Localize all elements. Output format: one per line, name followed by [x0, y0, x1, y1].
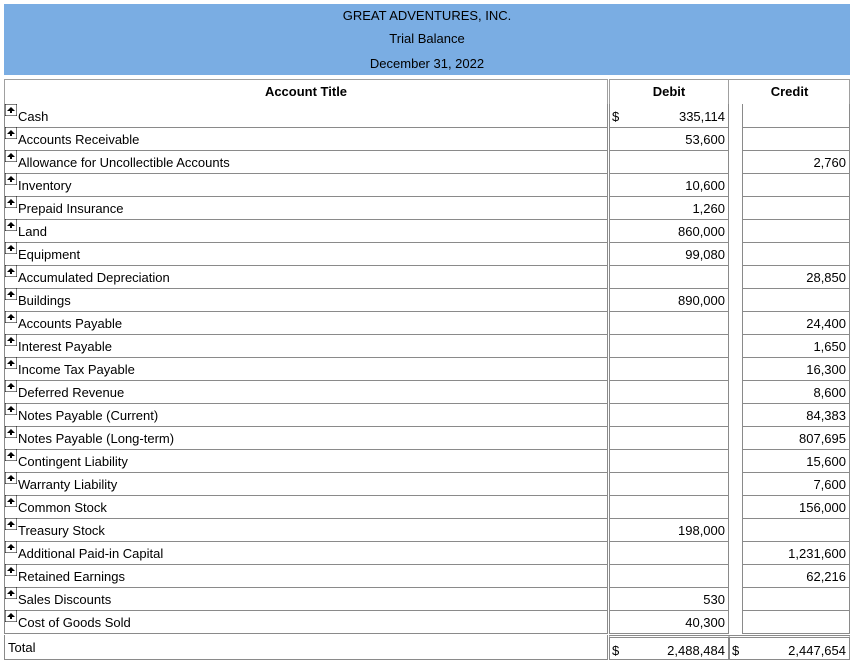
account-title: Cash — [18, 109, 49, 124]
dropdown-arrow-icon[interactable] — [5, 610, 17, 622]
account-cell[interactable] — [4, 426, 608, 450]
account-title: Land — [18, 224, 47, 239]
debit-cell[interactable] — [609, 104, 729, 128]
credit-cell[interactable] — [742, 173, 850, 197]
account-cell[interactable] — [4, 104, 608, 128]
account-cell[interactable] — [4, 150, 608, 174]
credit-cell[interactable] — [742, 495, 850, 519]
debit-cell[interactable] — [609, 127, 729, 151]
credit-cell[interactable] — [742, 564, 850, 588]
account-cell[interactable] — [4, 495, 608, 519]
dropdown-arrow-icon[interactable] — [5, 449, 17, 461]
dropdown-arrow-icon[interactable] — [5, 104, 17, 116]
account-cell[interactable] — [4, 518, 608, 542]
table-row — [0, 472, 861, 495]
table-row — [0, 518, 861, 541]
debit-cell[interactable] — [609, 403, 729, 427]
debit-cell[interactable] — [609, 472, 729, 496]
account-cell[interactable] — [4, 242, 608, 266]
account-cell[interactable] — [4, 173, 608, 197]
dropdown-arrow-icon[interactable] — [5, 426, 17, 438]
table-row — [0, 173, 861, 196]
account-title: Additional Paid-in Capital — [18, 546, 164, 561]
debit-amount: 530 — [703, 592, 725, 607]
credit-cell[interactable] — [742, 403, 850, 427]
dropdown-arrow-icon[interactable] — [5, 265, 17, 277]
debit-cell[interactable] — [609, 242, 729, 266]
debit-cell[interactable] — [609, 380, 729, 404]
dropdown-arrow-icon[interactable] — [5, 587, 17, 599]
debit-cell[interactable] — [609, 173, 729, 197]
table-row — [0, 311, 861, 334]
credit-amount: 8,600 — [813, 385, 846, 400]
debit-cell[interactable] — [609, 334, 729, 358]
table-row — [0, 610, 861, 633]
credit-cell[interactable] — [742, 472, 850, 496]
table-row — [0, 541, 861, 564]
account-title: Prepaid Insurance — [18, 201, 124, 216]
debit-cell[interactable] — [609, 518, 729, 542]
total-credit: 2,447,654 — [788, 643, 846, 658]
dropdown-arrow-icon[interactable] — [5, 564, 17, 576]
account-cell[interactable] — [4, 334, 608, 358]
account-cell[interactable] — [4, 541, 608, 565]
account-cell[interactable] — [4, 403, 608, 427]
credit-cell[interactable] — [742, 219, 850, 243]
debit-cell[interactable] — [609, 288, 729, 312]
account-title-header: Account Title — [264, 84, 348, 99]
account-title: Interest Payable — [18, 339, 112, 354]
credit-amount: 15,600 — [806, 454, 846, 469]
account-title: Treasury Stock — [18, 523, 105, 538]
debit-amount: 860,000 — [678, 224, 725, 239]
credit-amount: 1,650 — [813, 339, 846, 354]
total-label-cell — [4, 635, 608, 660]
account-title: Buildings — [18, 293, 71, 308]
debit-amount: 335,114 — [678, 109, 725, 124]
debit-amount: 198,000 — [678, 523, 725, 538]
account-cell[interactable] — [4, 357, 608, 381]
credit-amount: 807,695 — [799, 431, 846, 446]
total-credit-currency: $ — [732, 643, 740, 658]
credit-cell[interactable] — [742, 311, 850, 335]
debit-cell[interactable] — [609, 196, 729, 220]
credit-cell[interactable] — [742, 127, 850, 151]
credit-amount: 16,300 — [806, 362, 846, 377]
table-row — [0, 403, 861, 426]
table-row — [0, 495, 861, 518]
debit-cell[interactable] — [609, 610, 729, 634]
account-title: Notes Payable (Current) — [18, 408, 159, 423]
dropdown-arrow-icon[interactable] — [5, 518, 17, 530]
dropdown-arrow-icon[interactable] — [5, 242, 17, 254]
account-title: Sales Discounts — [18, 592, 112, 607]
account-cell[interactable] — [4, 265, 608, 289]
debit-cell[interactable] — [609, 311, 729, 335]
account-title: Common Stock — [18, 500, 107, 515]
account-cell[interactable] — [4, 219, 608, 243]
credit-cell[interactable] — [742, 380, 850, 404]
total-label: Total — [8, 640, 36, 655]
debit-cell[interactable] — [609, 541, 729, 565]
debit-header: Debit — [652, 84, 686, 99]
table-row — [0, 587, 861, 610]
account-title: Deferred Revenue — [18, 385, 125, 400]
account-title: Equipment — [18, 247, 81, 262]
account-title: Retained Earnings — [18, 569, 125, 584]
credit-cell[interactable] — [742, 104, 850, 128]
dropdown-arrow-icon[interactable] — [5, 380, 17, 392]
debit-cell[interactable] — [609, 495, 729, 519]
account-cell[interactable] — [4, 449, 608, 473]
account-title: Inventory — [18, 178, 72, 193]
total-debit: 2,488,484 — [667, 643, 725, 658]
dropdown-arrow-icon[interactable] — [5, 357, 17, 369]
debit-amount: 53,600 — [685, 132, 725, 147]
total-credit-cell — [729, 635, 850, 660]
table-row — [0, 265, 861, 288]
table-row — [0, 242, 861, 265]
credit-cell[interactable] — [742, 587, 850, 611]
account-cell[interactable] — [4, 472, 608, 496]
dropdown-arrow-icon[interactable] — [5, 495, 17, 507]
debit-amount: 10,600 — [685, 178, 725, 193]
debit-amount: 40,300 — [685, 615, 725, 630]
table-row — [0, 150, 861, 173]
credit-cell[interactable] — [742, 541, 850, 565]
credit-amount: 1,231,600 — [788, 546, 846, 561]
dropdown-arrow-icon[interactable] — [5, 173, 17, 185]
account-cell[interactable] — [4, 196, 608, 220]
account-title: Accounts Receivable — [18, 132, 140, 147]
credit-amount: 28,850 — [806, 270, 846, 285]
credit-cell[interactable] — [742, 357, 850, 381]
dropdown-arrow-icon[interactable] — [5, 472, 17, 484]
credit-cell[interactable] — [742, 610, 850, 634]
account-title: Income Tax Payable — [18, 362, 135, 377]
credit-header: Credit — [770, 84, 809, 99]
credit-cell[interactable] — [742, 288, 850, 312]
credit-cell[interactable] — [742, 518, 850, 542]
statement-date: December 31, 2022 — [369, 56, 485, 71]
account-title: Allowance for Uncollectible Accounts — [18, 155, 230, 170]
credit-amount: 7,600 — [813, 477, 846, 492]
credit-cell[interactable] — [742, 426, 850, 450]
account-cell[interactable] — [4, 311, 608, 335]
account-cell[interactable] — [4, 610, 608, 634]
table-row — [0, 219, 861, 242]
account-title: Accumulated Depreciation — [18, 270, 170, 285]
dropdown-arrow-icon[interactable] — [5, 219, 17, 231]
table-row — [0, 334, 861, 357]
account-cell[interactable] — [4, 127, 608, 151]
dropdown-arrow-icon[interactable] — [5, 288, 17, 300]
dropdown-arrow-icon[interactable] — [5, 403, 17, 415]
account-title: Accounts Payable — [18, 316, 123, 331]
statement-title: Trial Balance — [389, 31, 465, 46]
debit-cell[interactable] — [609, 219, 729, 243]
table-row — [0, 426, 861, 449]
credit-cell[interactable] — [742, 150, 850, 174]
credit-amount: 24,400 — [806, 316, 846, 331]
total-row — [0, 635, 861, 658]
credit-cell[interactable] — [742, 334, 850, 358]
statement-header — [4, 4, 850, 75]
credit-cell[interactable] — [742, 242, 850, 266]
table-row — [0, 196, 861, 219]
account-title: Warranty Liability — [18, 477, 118, 492]
credit-amount: 62,216 — [806, 569, 846, 584]
company-name: GREAT ADVENTURES, INC. — [342, 8, 512, 23]
debit-currency: $ — [612, 109, 620, 124]
credit-cell[interactable] — [742, 196, 850, 220]
account-title: Notes Payable (Long-term) — [18, 431, 175, 446]
credit-amount: 84,383 — [806, 408, 846, 423]
dropdown-arrow-icon[interactable] — [5, 311, 17, 323]
dropdown-arrow-icon[interactable] — [5, 150, 17, 162]
credit-cell[interactable] — [742, 449, 850, 473]
account-title: Cost of Goods Sold — [18, 615, 131, 630]
table-row — [0, 449, 861, 472]
credit-amount: 156,000 — [799, 500, 846, 515]
credit-cell[interactable] — [742, 265, 850, 289]
account-cell[interactable] — [4, 288, 608, 312]
debit-cell[interactable] — [609, 564, 729, 588]
table-row — [0, 104, 861, 127]
debit-cell[interactable] — [609, 150, 729, 174]
debit-cell[interactable] — [609, 587, 729, 611]
dropdown-arrow-icon[interactable] — [5, 334, 17, 346]
table-row — [0, 357, 861, 380]
account-cell[interactable] — [4, 564, 608, 588]
debit-amount: 99,080 — [685, 247, 725, 262]
dropdown-arrow-icon[interactable] — [5, 541, 17, 553]
table-row — [0, 564, 861, 587]
table-row — [0, 127, 861, 150]
account-cell[interactable] — [4, 587, 608, 611]
debit-cell[interactable] — [609, 357, 729, 381]
debit-cell[interactable] — [609, 426, 729, 450]
dropdown-arrow-icon[interactable] — [5, 196, 17, 208]
total-debit-cell — [609, 635, 729, 660]
debit-cell[interactable] — [609, 449, 729, 473]
table-row — [0, 380, 861, 403]
total-debit-currency: $ — [612, 643, 620, 658]
debit-amount: 890,000 — [678, 293, 725, 308]
dropdown-arrow-icon[interactable] — [5, 127, 17, 139]
credit-amount: 2,760 — [813, 155, 846, 170]
account-cell[interactable] — [4, 380, 608, 404]
debit-amount: 1,260 — [692, 201, 725, 216]
debit-cell[interactable] — [609, 265, 729, 289]
table-row — [0, 288, 861, 311]
account-title: Contingent Liability — [18, 454, 128, 469]
